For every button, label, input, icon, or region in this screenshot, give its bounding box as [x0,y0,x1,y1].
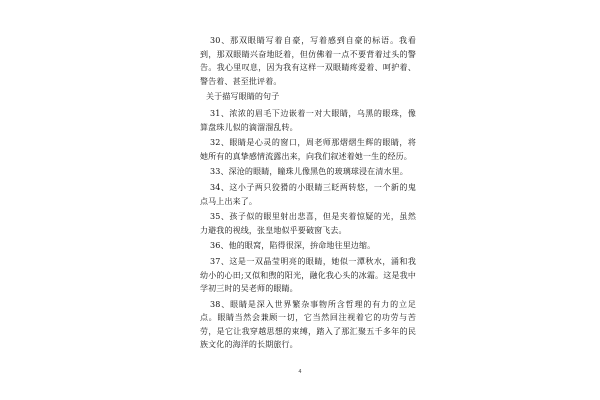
paragraph-34: 34、这小子两只狡猾的小眼睛三眨两转悠，一个新的鬼点马上出来了。 [200,182,416,206]
paragraph-37: 37、这是一双晶莹明亮的眼睛，她似一潭秋水，涌和我幼小的心田;又似和煦的阳光，融化我心头的冰霜。这是我中学初三时的吴老师的眼睛。 [200,256,416,294]
page-number: 4 [298,369,302,375]
document-body [200,34,416,354]
paragraph-32: 32、眼睛是心灵的窗口，周老师那熠熠生辉的眼睛，将她所有的真挚感情流露出来，向我们叙述着她一生的经历。 [200,138,416,161]
paragraph-33: 33、深沧的眼睛，瞳珠儿像黑色的玻璃球浸在清水里。 [210,167,408,177]
paragraph-31: 31、浓浓的眉毛下边嵌着一对大眼睛，乌黑的眼珠，像算盘珠儿似的滴溜溜乱转。 [200,108,416,132]
paragraph-35: 35、孩子似的眼里射出悲喜，但是夹着惊疑的光，虽然力避我的视线，张皇地似乎要破窗飞去。 [200,212,416,235]
section-heading: 关于描写眼睛的句子 [206,92,280,102]
paragraph-30: 30、那双眼睛写着自豪，写着感到自豪的标语。我看到，那双眼睛兴奋地眨着，但仿佛着一点不要背着过头的警告。我心里叹息，因为我有这样一双眼睛疼爱着、呵护着、警告着、甚至批评着。 [200,36,416,86]
paragraph-36: 36、他的眼窝，陷得很深，拚命地往里边缩。 [210,241,376,251]
paragraph-38: 38、眼睛是深入世界繁杂事物所含哲理的有力的立足点。眼睛当然会兼顾一切，它当然回注视着它的功劳与苦劳，是它让我穿越思想的束缚，踏入了那汇聚五千多年的民族文化的海洋的长期旅行。 [200,299,416,350]
